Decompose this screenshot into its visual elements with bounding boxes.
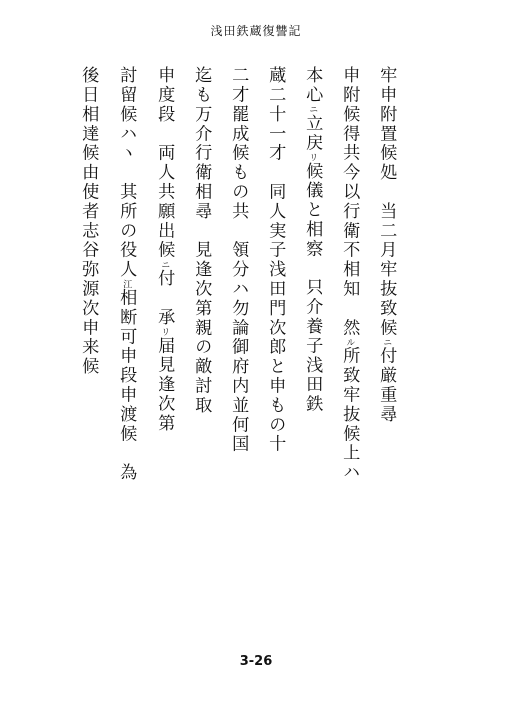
text-column-9: 後日相達候由使者志谷弥源次申来候 <box>78 66 99 377</box>
text-column-6: 迄も万介行衛相尋 見逢次第親の敵討取 <box>191 66 212 416</box>
text-column-2: 申附候得共今以行衛不相知 然ル所致牢抜候上ハ <box>339 66 360 483</box>
text-column-7: 申度段 両人共願出候ニ付 承リ届見逢次第 <box>154 66 175 434</box>
page-number: 3-26 <box>239 654 273 669</box>
page-title: 浅田鉄蔵復讐記 <box>210 24 302 38</box>
text-column-8: 討留候ハヽ 其所の役人江相断可申段申渡候 為 <box>116 66 137 483</box>
text-column-5: 二才罷成候もの共 領分ハ勿論御府内並何国 <box>228 66 249 454</box>
text-column-3: 本心ニ立戻リ候儀と相察 只介養子浅田鉄 <box>302 66 323 414</box>
text-column-1: 牢申附置候処 当二月牢抜致候ニ付厳重尋 <box>376 66 397 425</box>
text-column-4: 蔵二十一才 同人実子浅田門次郎と申もの十 <box>265 66 286 454</box>
